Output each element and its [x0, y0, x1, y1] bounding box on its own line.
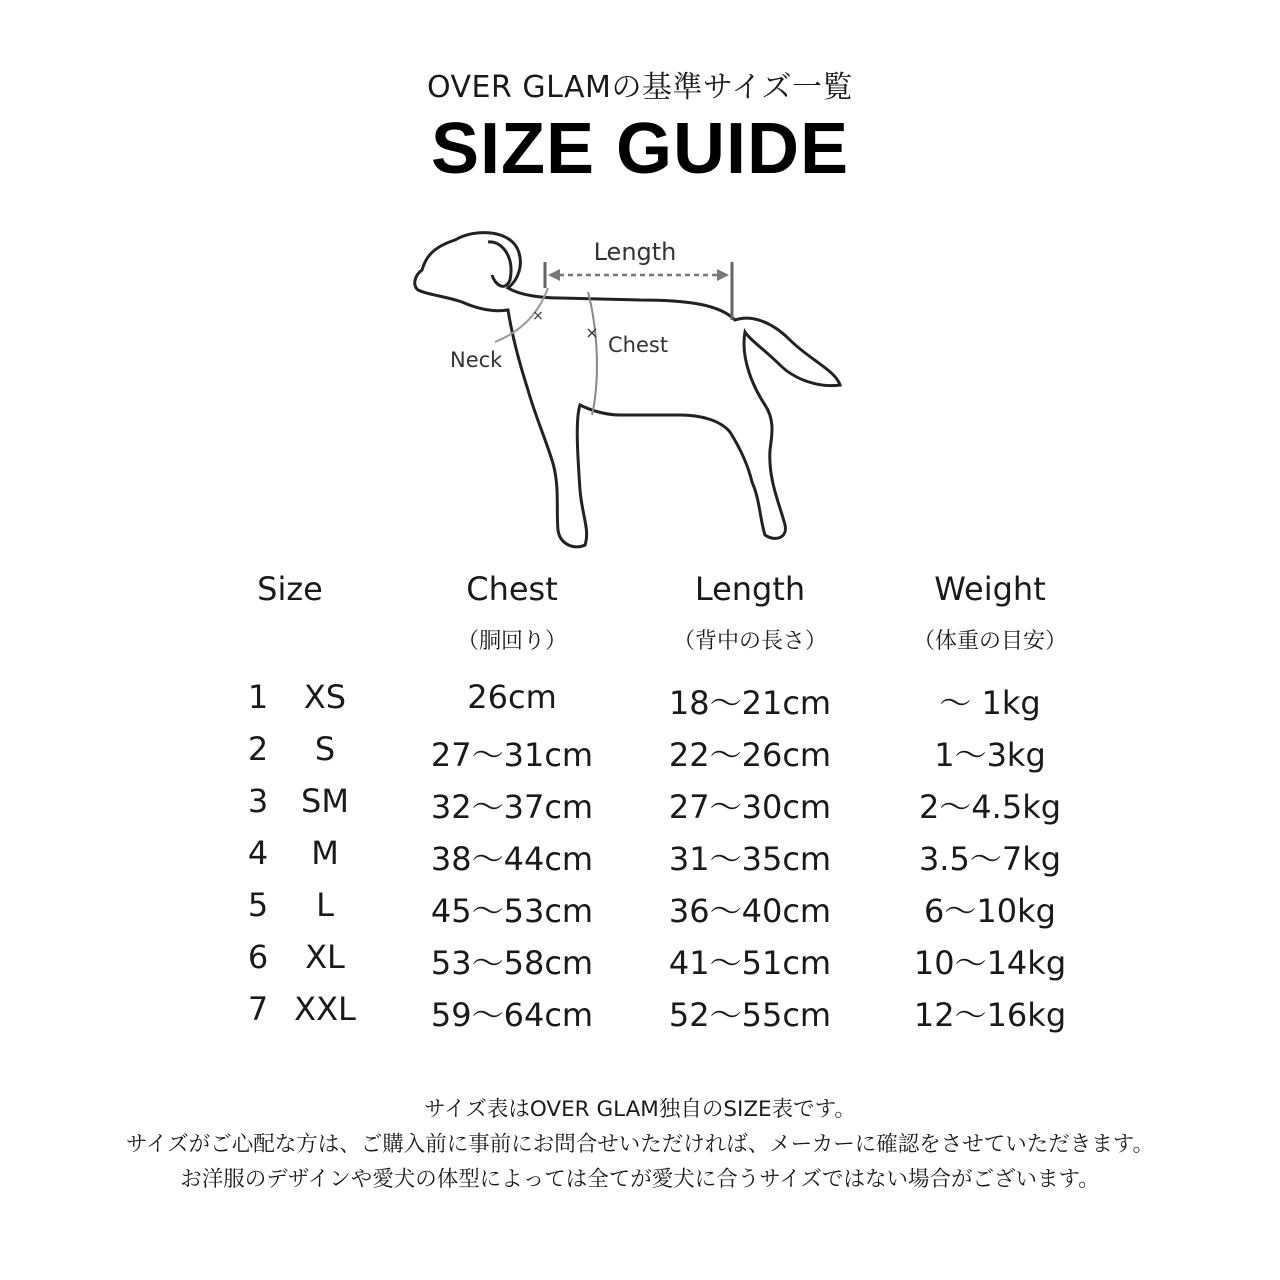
row-size: XS [303, 678, 347, 716]
note-line: サイズがご心配な方は、ご購入前に事前にお問合せいただければ、メーカーに確認をさせていただきます。 [125, 1132, 1155, 1157]
table-row [0, 730, 1280, 782]
row-weight: 〜 1kg [939, 684, 1041, 722]
row-number: 6 [247, 938, 269, 976]
header-length-sub: （背中の長さ） [672, 629, 827, 654]
row-number: 1 [247, 678, 269, 716]
diagram-neck-label: Neck [450, 348, 503, 372]
row-size: SM [301, 782, 349, 820]
row-length: 18〜21cm [668, 684, 832, 722]
row-length: 52〜55cm [668, 996, 832, 1034]
row-weight: 3.5〜7kg [918, 840, 1062, 878]
header-weight-sub: （体重の目安） [912, 629, 1067, 654]
table-row [0, 990, 1280, 1042]
length-arrow-left-head [548, 269, 560, 281]
row-weight: 10〜14kg [913, 944, 1067, 982]
row-weight: 2〜4.5kg [918, 788, 1062, 826]
row-size: XXL [294, 990, 356, 1028]
row-number: 3 [247, 782, 269, 820]
row-weight: 6〜10kg [924, 892, 1056, 930]
row-size: M [311, 834, 339, 872]
size-notes [0, 1092, 1280, 1197]
chest-measure-line [588, 292, 597, 415]
row-length: 31〜35cm [668, 840, 832, 878]
row-size: L [316, 886, 334, 924]
header-chest: Chest [466, 570, 558, 608]
diagram-chest-label: Chest [608, 333, 669, 357]
table-row [0, 678, 1280, 730]
diagram-length-label: Length [593, 238, 677, 266]
row-number: 4 [247, 834, 269, 872]
table-row [0, 938, 1280, 990]
row-number: 5 [247, 886, 269, 924]
length-arrow-right-head [717, 269, 729, 281]
row-chest: 53〜58cm [430, 944, 594, 982]
row-chest: 27〜31cm [430, 736, 594, 774]
note-line: サイズ表はOVER GLAM独自のSIZE表です。 [424, 1097, 856, 1122]
row-length: 41〜51cm [668, 944, 832, 982]
table-row [0, 834, 1280, 886]
row-weight: 12〜16kg [913, 996, 1067, 1034]
table-row [0, 782, 1280, 834]
row-length: 27〜30cm [668, 788, 832, 826]
neck-marker-icon: × [532, 308, 544, 324]
header-weight: Weight [934, 570, 1046, 608]
row-chest: 32〜37cm [430, 788, 594, 826]
header-chest-sub: （胴回り） [456, 629, 567, 654]
row-length: 36〜40cm [668, 892, 832, 930]
row-chest: 45〜53cm [430, 892, 594, 930]
dog-ear [488, 242, 511, 287]
chest-marker-icon: × [585, 323, 599, 342]
header-size: Size [257, 570, 323, 608]
row-number: 2 [247, 730, 269, 768]
row-number: 7 [247, 990, 269, 1028]
row-size: S [314, 730, 336, 768]
row-length: 22〜26cm [668, 736, 832, 774]
row-chest: 26cm [467, 678, 557, 716]
dog-outline [415, 233, 840, 547]
header-length: Length [694, 570, 806, 608]
note-line: お洋服のデザインや愛犬の体型によっては全てが愛犬に合うサイズではない場合がございます。 [180, 1167, 1100, 1192]
row-size: XL [305, 938, 345, 976]
table-row [0, 886, 1280, 938]
page-title: SIZE GUIDE [430, 109, 850, 189]
row-weight: 1〜3kg [934, 736, 1046, 774]
row-chest: 59〜64cm [430, 996, 594, 1034]
row-chest: 38〜44cm [430, 840, 594, 878]
dog-measurement-diagram [400, 220, 860, 560]
page-subtitle: OVER GLAMの基準サイズ一覧 [426, 70, 854, 105]
